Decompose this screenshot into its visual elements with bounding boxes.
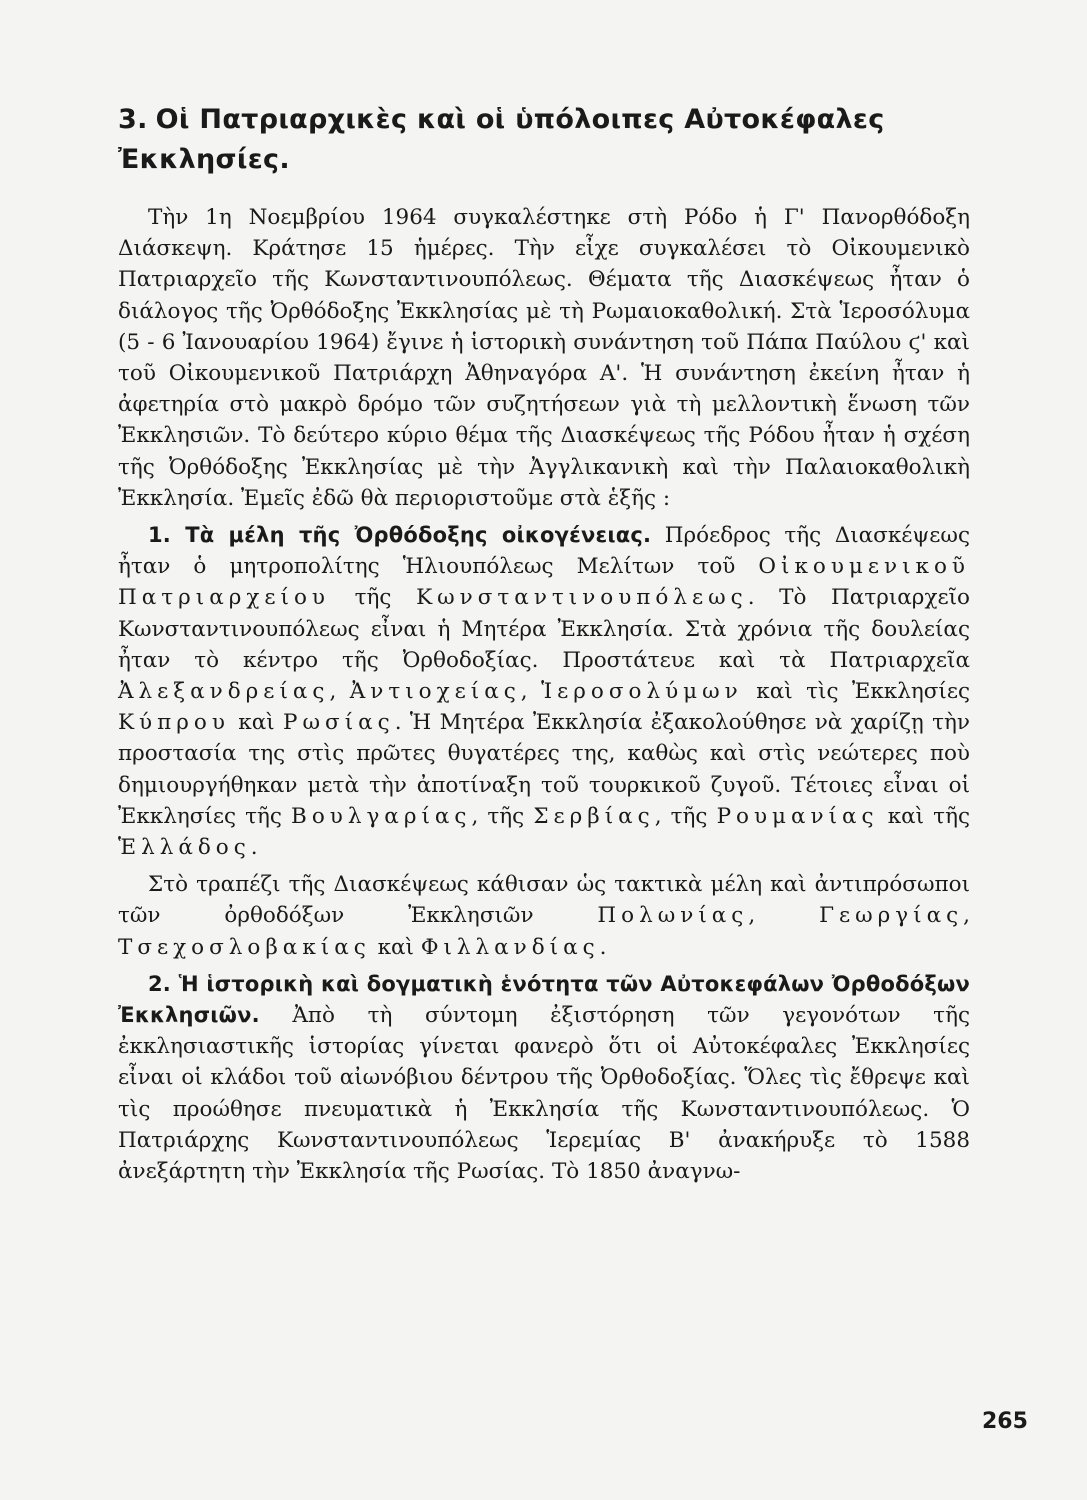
paragraph-intro: Τὴν 1η Νοεμβρίου 1964 συγκαλέστηκε στὴ Ρόδο ἡ Γ' Πανορθόδοξη Διάσκεψη. Κράτησε 15 ἡμέρες. Τὴν εἶχε συγκαλέσει τὸ Οἰκουμενικὸ Πατριαρχεῖο τῆς Κωνσταντινουπόλεως. Θέματα τῆς Διασκέψεως ἦταν ὁ διάλογος τῆς Ὀρθόδοξης Ἐκκλησίας μὲ τὴ Ρωμαιοκαθολική. Στὰ Ἱεροσόλυμα (5 - 6 Ἰανουαρίου 1964) ἔγινε ἡ ἱστορικὴ συνάντηση τοῦ Πάπα Παύλου ϛ' καὶ τοῦ Οἰκουμενικοῦ Πατριάρχη Ἀθηναγόρα Α'. Ἡ συνάντηση ἐκείνη ἦταν ἡ ἀφετηρία στὸ μακρὸ δρόμο τῶν συζητήσεων γιὰ τὴ μελλοντικὴ ἕνωση τῶν Ἐκκλησιῶν. Τὸ δεύτερο κύριο θέμα τῆς Διασκέψεως τῆς Ρόδου ἦταν ἡ σχέση τῆς Ὀρθόδοξης Ἐκκλησίας μὲ τὴν Ἀγγλικανικὴ καὶ τὴν Παλαιοκαθολικὴ Ἐκκλησία. Ἐμεῖς ἐδῶ θὰ περιοριστοῦμε στὰ ἑξῆς : (118, 205, 970, 511)
paragraph-representatives (118, 869, 970, 963)
text-run: , (748, 903, 820, 929)
spaced-term: Ἀλεξανδρείας (118, 679, 330, 705)
text-run: Ἀπὸ τὴ σύντομη ἐξιστόρηση τῶν γεγονότων τῆς ἐκκλησιαστικῆς ἱστορίας γίνεται φανερὸ ὅτι οἱ Αὐτοκέφαλες Ἐκκλησίες εἶναι οἱ κλάδοι τοῦ αἰωνόβιου δέντρου τῆς Ὀρθοδοξίας. Ὅλες τὶς ἔθρεψε καὶ τὶς προώθησε πνευματικὰ ἡ Ἐκκλησία τῆς Κωνσταντινουπόλεως. Ὁ Πατριάρχης Κωνσταντινουπόλεως Ἱερεμίας Β' ἀνακήρυξε τὸ 1588 ἀνεξάρτητη τὴν Ἐκκλησία τῆς Ρωσίας. Τὸ 1850 ἀναγνω- (118, 1003, 970, 1185)
text-run: καὶ τῆς (878, 803, 970, 829)
spaced-term: Φιλλανδίας (420, 934, 600, 960)
text-run: Στὸ τραπέζι τῆς Διασκέψεως κάθισαν ὡς τακτικὰ μέλη καὶ ἀντιπρόσωποι τῶν ὀρθοδόξων Ἐκκλησιῶν (118, 872, 970, 929)
spaced-term: Ρωσίας (283, 710, 395, 736)
spaced-term: Ρουμανίας (716, 803, 879, 829)
spaced-term: Οἰκουμενικοῦ Πατριαρχείου (118, 554, 970, 611)
paragraph-unity (118, 969, 970, 1187)
text-run: , τῆς (471, 803, 534, 829)
text-run: , τῆς (654, 803, 717, 829)
text-run: . Τὸ Πατριαρχεῖο Κωνσταντινουπόλεως εἶναι ἡ Μητέρα Ἐκκλησία. Στὰ χρόνια τῆς δουλείας ἦταν τὸ κέντρο τῆς Ὀρθοδοξίας. Προστάτευε καὶ τὰ Πατριαρχεῖα (118, 585, 970, 673)
text-run: . Ἡ Μητέρα Ἐκκλησία ἐξακολούθησε νὰ χαρίζῃ τὴν προστασία της στὶς πρῶτες θυγατέρες της, καθὼς καὶ στὶς νεώτερες ποὺ δημιουργήθηκαν μετὰ τὴν ἀποτίναξη τοῦ τουρκικοῦ ζυγοῦ. Τέτοιες εἶναι οἱ Ἐκκλησίες τῆς (118, 710, 970, 829)
text-run: . (250, 835, 258, 861)
text-run: καὶ (370, 934, 421, 960)
page-number: 265 (982, 1409, 1028, 1434)
spaced-term: Κωνσταντινουπόλεως (416, 585, 748, 611)
paragraph-orthodox-family (118, 520, 970, 863)
page-content (118, 100, 970, 1187)
text-run: , (963, 903, 970, 929)
text-run: καὶ τὶς Ἐκκλησίες (742, 679, 970, 705)
section-title: Οἱ Πατριαρχικὲς καὶ οἱ ὑπόλοιπες Αὐτοκέφαλες Ἐκκλησίες. (118, 104, 885, 175)
spaced-term: Γεωργίας (819, 903, 964, 929)
section-number: 3. (118, 104, 148, 135)
spaced-term: Σερβίας (533, 803, 655, 829)
text-run: , (329, 679, 350, 705)
spaced-term: Ἀντιοχείας (349, 679, 521, 705)
text-run: τῆς (330, 585, 417, 611)
subheading-orthodox-family: 1. Τὰ μέλη τῆς Ὀρθόδοξης οἰκογένειας. (148, 523, 652, 548)
section-heading (118, 100, 970, 180)
spaced-term: Βουλγαρίας (291, 803, 472, 829)
spaced-term: Ἑλλάδος (118, 835, 251, 861)
text-run: . (599, 934, 607, 960)
spaced-term: Τσεχοσλοβακίας (118, 934, 371, 960)
subheading-unity: 2. Ἡ ἱστορικὴ καὶ δογματικὴ ἑνότητα τῶν Αὐτοκεφάλων Ὀρθοδόξων Ἐκκλησιῶν. (118, 971, 970, 1028)
text-run: , (520, 679, 542, 705)
text-run: Πρόεδρος τῆς Διασκέψεως ἦταν ὁ μητροπολίτης Ἡλιουπόλεως Μελίτων τοῦ (118, 523, 970, 580)
text-run: καὶ (229, 710, 284, 736)
spaced-term: Κύπρου (118, 710, 230, 736)
spaced-term: Πολωνίας (597, 903, 749, 929)
spaced-term: Ἱεροσολύμων (541, 679, 743, 705)
